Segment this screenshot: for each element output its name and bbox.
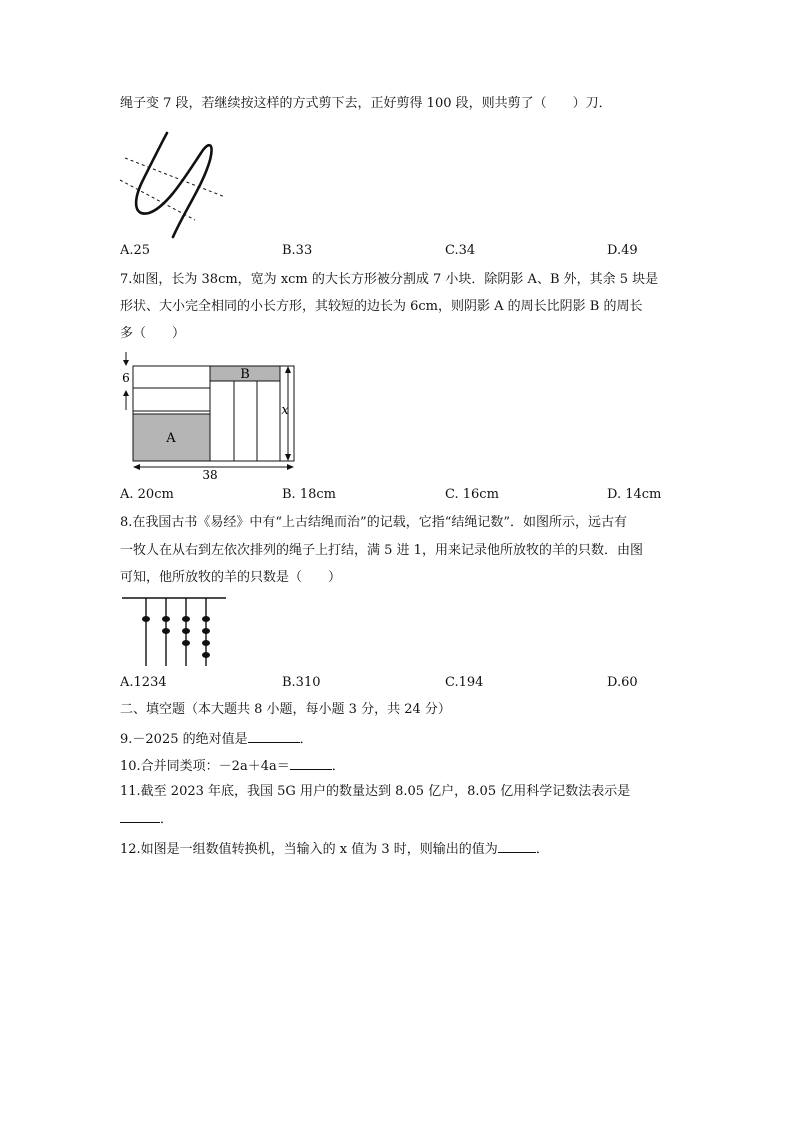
q12-end: ． [535, 842, 549, 857]
rope-knot [182, 640, 190, 646]
q10-end: ． [331, 759, 345, 774]
q10-prompt: 10.合并同类项：－2a＋4a＝ [120, 759, 290, 774]
q8-option-c[interactable]: C.194 [445, 675, 484, 690]
rope-knot [202, 616, 210, 622]
q11-answer-blank[interactable] [120, 808, 160, 823]
q6-text: 绳子变 7 段，若继续按这样的方式剪下去，正好剪得 100 段，则共剪了（ ）刀． [120, 96, 612, 111]
rope-knot [142, 616, 150, 622]
label-b: B [240, 367, 250, 382]
q7-line-2: 形状、大小完全相同的小长方形，其较短的边长为 6cm，则阴影 A 的周长比阴影 B 的周长 [120, 299, 643, 314]
q12-text [120, 838, 680, 860]
label-6: 6 [122, 371, 130, 385]
q6-option-d[interactable]: D.49 [607, 243, 638, 258]
rope-cut-figure [115, 125, 235, 240]
arrow-x-bottom-head [285, 454, 291, 461]
q6-option-c[interactable]: C.34 [445, 243, 476, 258]
q7-option-d[interactable]: D. 14cm [607, 487, 662, 502]
rope-knot [202, 640, 210, 646]
rope-knot [202, 652, 210, 658]
arrow-38-left-head [133, 464, 140, 470]
q7-line-3: 多（ ） [120, 326, 186, 341]
label-x: x [281, 403, 289, 418]
q8-line-1: 8.在我国古书《易经》中有“上古结绳而治”的记载，它指“结绳记数”．如图所示，远古有 [120, 515, 627, 530]
q8-line-2: 一牧人在从右到左依次排列的绳子上打结，满 5 进 1，用来记录他所放牧的羊的只数．由图 [120, 543, 643, 558]
q12-prompt: 12.如图是一组数值转换机，当输入的 x 值为 3 时，则输出的值为 [120, 842, 498, 857]
q12-answer-blank[interactable] [498, 838, 536, 853]
arrow-6-top-head [123, 360, 129, 366]
q9-prompt: 9.－2025 的绝对值是 [120, 732, 248, 747]
q8-options [120, 675, 680, 695]
q11-end: ． [160, 812, 174, 827]
label-a: A [166, 431, 176, 446]
q8-line-3: 可知，他所放牧的羊的只数是（ ） [120, 570, 342, 585]
arrow-x-top-head [285, 366, 291, 373]
q11-line-2 [120, 808, 680, 830]
q7-option-c[interactable]: C. 16cm [445, 487, 499, 502]
q8-option-b[interactable]: B.310 [282, 675, 321, 690]
rope-knot [182, 628, 190, 634]
rope-knot [202, 628, 210, 634]
q8-option-d[interactable]: D.60 [607, 675, 638, 690]
q11-line-1: 11.截至 2023 年底，我国 5G 用户的数量达到 8.05 亿户，8.05 亿用科学记数法表示是 [120, 784, 631, 799]
arrow-38-right-head [287, 464, 294, 470]
q8-option-a[interactable]: A.1234 [120, 675, 167, 690]
q7-option-a[interactable]: A. 20cm [120, 487, 174, 502]
rope-curve [136, 133, 211, 237]
q7-option-b[interactable]: B. 18cm [282, 487, 336, 502]
rectangle-figure [112, 350, 302, 482]
section-2-title: 二、填空题（本大题共 8 小题，每小题 3 分，共 24 分） [120, 702, 451, 717]
q9-end: ． [299, 732, 313, 747]
rope-knot [162, 628, 170, 634]
q9-answer-blank[interactable] [248, 728, 300, 743]
rope-knot [162, 616, 170, 622]
q6-option-a[interactable]: A.25 [120, 243, 151, 258]
rope-knot [182, 616, 190, 622]
q6-options [120, 243, 680, 263]
q10-text [120, 755, 680, 777]
q6-option-b[interactable]: B.33 [282, 243, 313, 258]
q7-line-1: 7.如图，长为 38cm，宽为 xcm 的大长方形被分割成 7 小块．除阴影 A、B 外，其余 5 块是 [120, 272, 659, 287]
arrow-6-bottom-head [123, 390, 129, 396]
q10-answer-blank[interactable] [290, 755, 332, 770]
knot-rope-figure [118, 592, 233, 670]
q7-options [120, 487, 680, 507]
label-38: 38 [202, 468, 218, 482]
q9-text [120, 728, 680, 750]
